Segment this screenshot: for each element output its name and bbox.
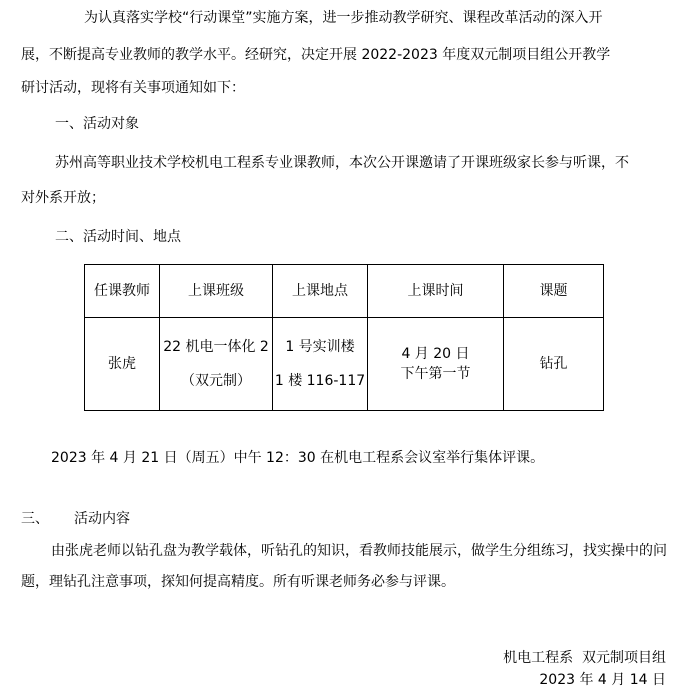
section1-line-1: 苏州高等职业技术学校机电工程系专业课教师，本次公开课邀请了开课班级家长参与听课，不 bbox=[55, 155, 629, 171]
schedule-table bbox=[84, 264, 604, 411]
header-teacher: 任课教师 bbox=[85, 265, 160, 318]
header-time: 上课时间 bbox=[368, 265, 504, 318]
header-class: 上课班级 bbox=[160, 265, 273, 318]
cell-time-line-1: 4 月 20 日 bbox=[401, 346, 470, 362]
cell-time-line-2: 下午第一节 bbox=[400, 366, 471, 382]
cell-place bbox=[273, 318, 368, 411]
table-header-row bbox=[85, 265, 604, 318]
cell-time bbox=[368, 318, 504, 411]
intro-line-2: 展，不断提高专业教师的教学水平。经研究，决定开展 2022-2023 年度双元制项目组公开教学 bbox=[21, 47, 611, 63]
section3-heading-number: 三、 bbox=[21, 511, 49, 527]
intro-line-1: 为认真落实学校“行动课堂”实施方案，进一步推动教学研究、课程改革活动的深入开 bbox=[84, 10, 603, 26]
header-place: 上课地点 bbox=[273, 265, 368, 318]
cell-class-line-2: （双元制） bbox=[181, 373, 251, 389]
cell-class-line-1: 22 机电一体化 2 bbox=[163, 339, 269, 355]
signature-date: 2023 年 4 月 14 日 bbox=[539, 672, 666, 688]
section1-line-2: 对外系开放； bbox=[21, 190, 105, 206]
header-topic: 课题 bbox=[504, 265, 604, 318]
cell-class bbox=[160, 318, 273, 411]
section3-line-1: 由张虎老师以钻孔盘为教学载体，听钻孔的知识，看教师技能展示，做学生分组练习，找实操中的问 bbox=[51, 543, 667, 559]
table-row bbox=[85, 318, 604, 411]
section3-line-2: 题，理钻孔注意事项，探知何提高精度。所有听课老师务必参与评课。 bbox=[21, 574, 455, 590]
section3-heading-text: 活动内容 bbox=[74, 511, 130, 527]
section1-heading: 一、活动对象 bbox=[55, 116, 139, 132]
section2-heading: 二、活动时间、地点 bbox=[55, 229, 181, 245]
intro-line-3: 研讨活动，现将有关事项通知如下： bbox=[21, 80, 245, 96]
cell-place-line-2: 1 楼 116-117 bbox=[274, 373, 366, 389]
cell-place-line-1: 1 号实训楼 bbox=[285, 339, 355, 355]
cell-teacher: 张虎 bbox=[85, 318, 160, 411]
cell-topic: 钻孔 bbox=[504, 318, 604, 411]
evaluation-line: 2023 年 4 月 21 日（周五）中午 12：30 在机电工程系会议室举行集体评课。 bbox=[51, 450, 545, 466]
signature-org: 机电工程系 双元制项目组 bbox=[503, 650, 666, 666]
